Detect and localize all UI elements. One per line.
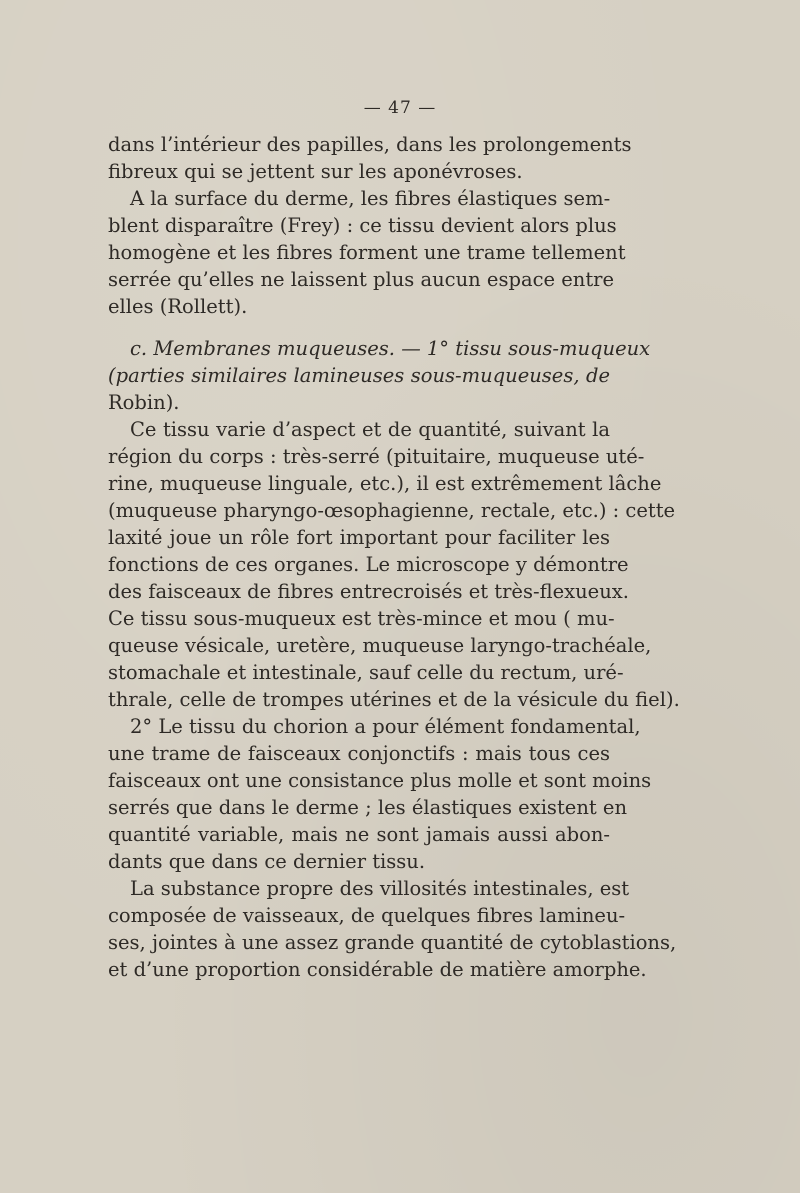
- text-line: ses, jointes à une assez grande quantité de cytoblastions,: [108, 931, 677, 954]
- text-line: A la surface du derme, les fibres élastiques sem-: [130, 187, 611, 210]
- text-line: (muqueuse pharyngo-œsophagienne, rectale, etc.) : cette: [108, 499, 676, 522]
- paragraph-3: [108, 335, 651, 416]
- text-line: Ce tissu sous-muqueux est très-mince et mou ( mu-: [108, 607, 615, 630]
- paragraph-5: [108, 713, 652, 875]
- text-line: La substance propre des villosités intestinales, est: [130, 877, 630, 900]
- text-line: rine, muqueuse linguale, etc.), il est extrêmement lâche: [108, 472, 662, 495]
- section-gap: [108, 320, 610, 335]
- text-line: quantité variable, mais ne sont jamais aussi abon-: [108, 823, 610, 846]
- text-line: c. Membranes muqueuses. — 1° tissu sous-muqueux: [130, 337, 651, 360]
- text-line: et d’une proportion considérable de matière amorphe.: [108, 958, 647, 981]
- text-line: homogène et les fibres forment une trame tellement: [108, 241, 626, 264]
- text-line: Ce tissu varie d’aspect et de quantité, suivant la: [130, 418, 610, 441]
- paragraph-1: [108, 131, 632, 185]
- page-number-header: — 47 —: [363, 98, 437, 118]
- text-line: composée de vaisseaux, de quelques fibres lamineu-: [108, 904, 626, 927]
- text-line: Robin).: [108, 391, 180, 414]
- paragraph-4: [108, 416, 680, 713]
- text-line: une trame de faisceaux conjonctifs : mais tous ces: [108, 742, 610, 765]
- text-line: serrée qu’elles ne laissent plus aucun espace entre: [108, 268, 615, 291]
- body-text: [108, 131, 680, 983]
- text-line: (parties similaires lamineuses sous-muqueuses, de: [108, 364, 610, 387]
- text-line: région du corps : très-serré (pituitaire, muqueuse uté-: [108, 445, 645, 468]
- text-line: elles (Rollett).: [108, 295, 248, 318]
- text-line: stomachale et intestinale, sauf celle du rectum, uré-: [108, 661, 624, 684]
- text-line: fonctions de ces organes. Le microscope y démontre: [108, 553, 629, 576]
- text-line: dans l’intérieur des papilles, dans les prolongements: [108, 133, 632, 156]
- text-line: des faisceaux de fibres entrecroisés et très-flexueux.: [108, 580, 629, 603]
- paragraph-6: [108, 875, 677, 983]
- text-line: thrale, celle de trompes utérines et de la vésicule du fiel).: [108, 688, 680, 711]
- text-line: fibreux qui se jettent sur les aponévroses.: [108, 160, 523, 183]
- text-line: blent disparaître (Frey) : ce tissu devient alors plus: [108, 214, 617, 237]
- text-line: dants que dans ce dernier tissu.: [108, 850, 426, 873]
- paragraph-2: [108, 185, 626, 320]
- text-line: faisceaux ont une consistance plus molle et sont moins: [108, 769, 652, 792]
- text-line: 2° Le tissu du chorion a pour élément fondamental,: [130, 715, 641, 738]
- text-line: laxité joue un rôle fort important pour faciliter les: [108, 526, 610, 549]
- text-line: serrés que dans le derme ; les élastiques existent en: [108, 796, 628, 819]
- text-line: queuse vésicale, uretère, muqueuse laryngo-trachéale,: [108, 634, 652, 657]
